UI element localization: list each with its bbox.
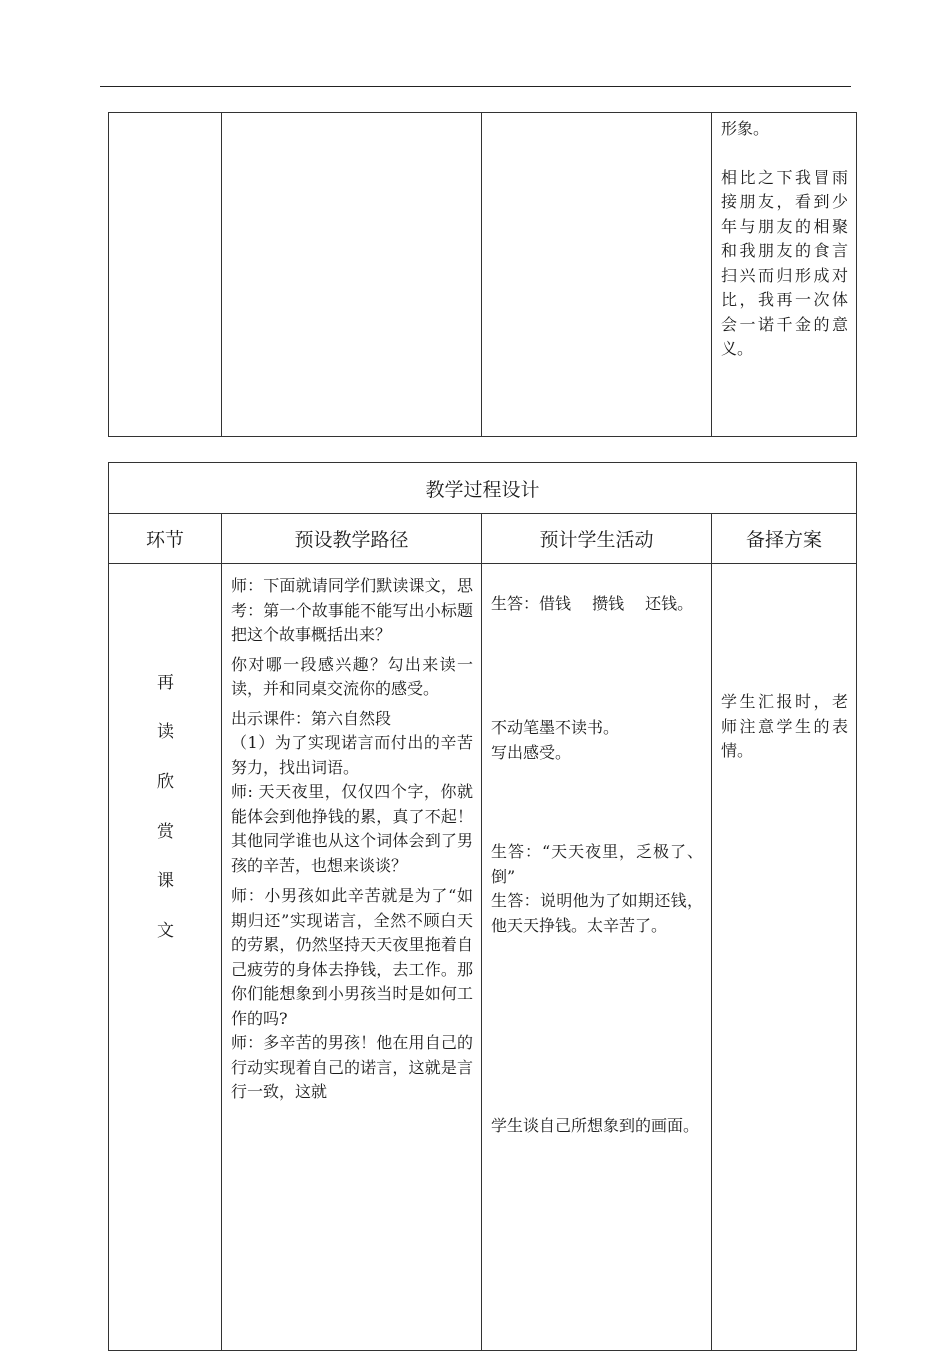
teacher-paragraph: 出示课件：第六自然段 bbox=[231, 708, 392, 728]
teacher-paragraph: 你对哪一段感兴趣？勾出来读一读，并和同桌交流你的感受。 bbox=[231, 654, 473, 698]
student-answer: 写出感受。 bbox=[491, 743, 572, 762]
header-teaching-path: 预设教学路径 bbox=[222, 514, 482, 564]
student-answer: 学生谈自己所想象到的画面。 bbox=[491, 1116, 700, 1135]
stage-char: 赏 bbox=[157, 822, 174, 842]
header-alternative-plan: 备择方案 bbox=[712, 514, 857, 564]
header-rule bbox=[100, 86, 851, 87]
teacher-paragraph: 师：小男孩如此辛苦就是为了“如期归还”实现诺言，全然不顾白天的劳累，仍然坚持天天夜里拖着自己疲劳的身体去挣钱，去工作。那你们能想象到小男孩当时是如何工作的吗? bbox=[231, 886, 473, 1028]
student-answer: 生答：说明他为了如期还钱，他天天挣钱。太辛苦了。 bbox=[491, 891, 703, 935]
stage-cell bbox=[109, 564, 222, 1351]
stage-char: 文 bbox=[157, 921, 174, 941]
header-stage: 环节 bbox=[109, 514, 222, 564]
teacher-paragraph: 师: 天天夜里，仅仅四个字，你就能体会到他挣钱的累，真了不起！其他同学谁也从这个词体会到了男孩的辛苦，也想来谈谈？ bbox=[231, 782, 473, 875]
alternative-plan-cell: 学生汇报时，老师注意学生的表情。 bbox=[712, 564, 857, 1351]
stage-cell-empty bbox=[109, 113, 222, 437]
continued-table bbox=[108, 112, 857, 437]
teaching-process-table bbox=[108, 462, 857, 1351]
plan-cell bbox=[712, 113, 857, 437]
student-answer: 不动笔墨不读书。 bbox=[491, 718, 620, 737]
stage-char: 课 bbox=[157, 871, 174, 891]
student-answer: 生答：借钱 攒钱 还钱。 bbox=[491, 594, 694, 613]
table-title: 教学过程设计 bbox=[109, 463, 857, 514]
teacher-paragraph: （1）为了实现诺言而付出的辛苦努力，找出词语。 bbox=[231, 733, 473, 777]
stage-char: 再 bbox=[157, 673, 174, 693]
student-cell-empty bbox=[482, 113, 712, 437]
plan-text-1: 形象。 bbox=[721, 119, 770, 138]
plan-text-2: 相比之下我冒雨接朋友，看到少年与朋友的相聚和我朋友的食言扫兴而归形成对比，我再一次体会一诺千金的意义。 bbox=[721, 167, 848, 358]
teaching-path-cell bbox=[222, 564, 482, 1351]
teacher-cell-empty bbox=[222, 113, 482, 437]
teacher-paragraph: 师：下面就请同学们默读课文，思考：第一个故事能不能写出小标题把这个故事概括出来？ bbox=[231, 576, 473, 644]
student-activity-cell bbox=[482, 564, 712, 1351]
teacher-paragraph: 师：多辛苦的男孩！他在用自己的行动实现着自己的诺言，这就是言行一致，这就 bbox=[231, 1033, 473, 1101]
header-student-activity: 预计学生活动 bbox=[482, 514, 712, 564]
student-answer: 生答：“天天夜里，乏极了、倒” bbox=[491, 842, 703, 886]
stage-char: 欣 bbox=[157, 772, 174, 792]
stage-char: 读 bbox=[157, 722, 174, 742]
